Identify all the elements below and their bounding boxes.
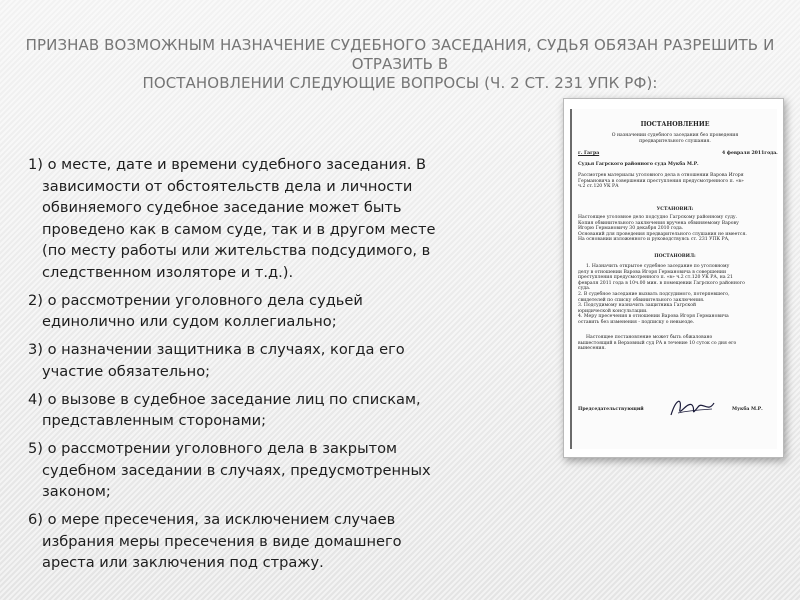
question-item-line: участие обязательно; — [42, 362, 211, 380]
question-item-line: 2) о рассмотрении уголовного дела судьей — [28, 291, 363, 309]
document-text-line: Игорю Германовичу 30 декабря 2010 года. — [578, 226, 684, 232]
document-judge-line: Судья Гагрского районного суда Мукба М.Р. — [578, 162, 699, 167]
document-text-line: Рассмотрев материалы уголовного дела в отношении Варова Игоря — [578, 173, 744, 178]
question-item-line: ареста или заключения под стражу. — [42, 554, 324, 571]
question-item-line: 4) о вызове в судебное заседание лиц по спискам, — [28, 390, 421, 408]
document-chair-label: Председательствующий — [578, 407, 644, 412]
document-text-line: делу в отношении Варова Игоря Германовича в совершении — [578, 269, 727, 275]
question-item-line: представленным сторонами; — [42, 412, 267, 429]
document-text-line: 4. Меру пресечения в отношении Варова Игоря Германовича — [578, 314, 729, 320]
document-page — [570, 109, 777, 449]
document-text-line: Настоящее уголовное дело подсудно Гагрскому районному суду. — [578, 215, 738, 220]
document-subtitle-line: предварительного слушания. — [639, 139, 711, 144]
document-text-line: Германовича в совершении преступления предусмотренного п. «в» — [578, 178, 744, 184]
signature-image — [668, 395, 718, 421]
document-subtitle-line: О назначении судебного заседания без проведения — [611, 133, 739, 138]
document-text-line: На основании изложенного и руководствуясь ст. 231 УПК РА, — [578, 237, 730, 243]
question-item-line: 1) о месте, дате и времени судебного заседания. В — [28, 156, 426, 173]
document-text-line: Оснований для проведения предварительного слушания не имеется. — [578, 231, 747, 237]
question-item — [28, 154, 518, 283]
document-date: 4 февраля 2011года. — [722, 151, 778, 156]
document-text-line: 1. Назначить открытое судебное заседание по уголовному — [586, 264, 730, 269]
question-item — [28, 509, 518, 574]
question-item-line: следственном изоляторе и т.д.). — [42, 263, 294, 281]
question-item — [28, 389, 518, 432]
document-text-line: юридической консультации. — [578, 308, 648, 314]
question-item — [28, 438, 518, 503]
question-item-line: проведено как в самом суде, так и в другом месте — [42, 220, 436, 238]
question-item-line: судебном заседании в случаях, предусмотренных — [42, 461, 431, 479]
question-item-line: 6) о мере пресечения, за исключением случаев — [28, 511, 396, 528]
question-item-line: избрания меры пресечения в виде домашнего — [42, 532, 402, 550]
document-heading: ПОСТАНОВЛЕНИЕ — [640, 121, 710, 128]
document-text-line: Копия обвинительного заключения вручена обвиняемому Варову — [578, 220, 739, 226]
document-text-line: ч.2 ст.120 УК РА — [578, 184, 619, 190]
question-item-line: 3) о назначении защитника в случаях, когда его — [28, 341, 405, 358]
slide-title-line: ПРИЗНАВ ВОЗМОЖНЫМ НАЗНАЧЕНИЕ СУДЕБНОГО ЗАСЕДАНИЯ, СУДЬЯ ОБЯЗАН РАЗРЕШИТЬ И ОТРАЗИТЬ В — [25, 36, 775, 73]
slide-title-line: ПОСТАНОВЛЕНИИ СЛЕДУЮЩИЕ ВОПРОСЫ (Ч. 2 СТ. 231 УПК РФ): — [142, 74, 658, 92]
question-item — [28, 339, 518, 382]
document-text-line: суда. — [578, 286, 591, 292]
question-item-line: законом; — [42, 483, 111, 500]
document-text-line: 2. В судебное заседание вызвать подсудимого, потерпевшего, — [578, 292, 730, 297]
document-resolved-heading: ПОСТАНОВИЛ: — [654, 254, 696, 259]
document-text-line: свидетелей по списку обвинительного заключения. — [578, 297, 705, 303]
document-text-line: вынесения. — [578, 346, 606, 352]
question-item-line: (по месту работы или жительства подсудимого, в — [42, 242, 431, 259]
question-item — [28, 290, 518, 333]
questions-list — [28, 154, 518, 580]
question-item-line: 5) о рассмотрении уголовного дела в закрытом — [28, 440, 398, 457]
document-text-line: преступления предусмотренного п. «в» ч.2 ст.120 УК РА, на 21 — [578, 275, 733, 281]
question-item-line: зависимости от обстоятельств дела и личности — [42, 177, 413, 195]
slide-title — [20, 36, 780, 93]
question-item-line: единолично или судом коллегиально; — [42, 313, 337, 330]
document-place: г. Гагра — [578, 151, 600, 156]
document-chair-name: Мукба М.Р. — [732, 407, 763, 412]
document-text-line: февраля 2011 года в 10ч.00 мин. в помещении Гагрского районного — [578, 280, 745, 286]
document-text-line: вышестоящий в Верховный суд РА в течение 10 суток со дня его — [578, 340, 737, 346]
document-established-heading: УСТАНОВИЛ: — [656, 207, 694, 212]
document-text-line: Настоящее постановление может быть обжаловано — [586, 335, 713, 340]
document-text-line: 3. Подсудимому назначить защитника Гагрской — [578, 303, 697, 309]
question-item-line: обвиняемого судебное заседание может быть — [42, 199, 402, 216]
document-text-line: оставить без изменения - подписку о невыезде. — [578, 320, 695, 325]
document-scan-image — [563, 98, 784, 458]
